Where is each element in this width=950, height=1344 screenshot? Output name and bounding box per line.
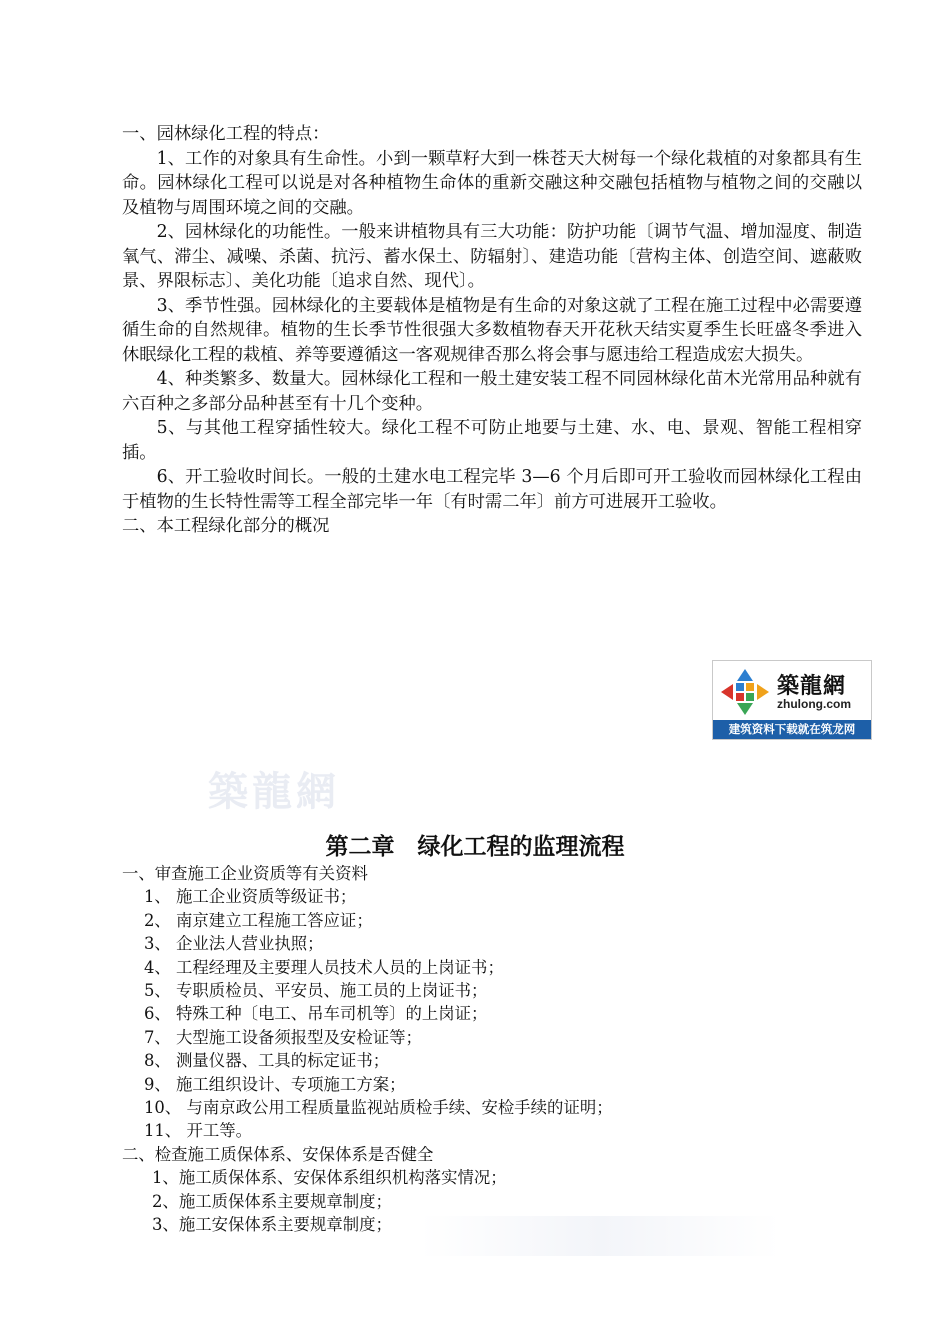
section-heading-overview: 二、本工程绿化部分的概况 bbox=[122, 516, 330, 536]
logo-name: 築龍網 bbox=[777, 673, 847, 699]
list-item: 2、施工质保体系主要规章制度； bbox=[152, 1191, 392, 1211]
section-supervision-process bbox=[122, 862, 862, 1237]
list-item: 11、 开工等。 bbox=[144, 1121, 253, 1141]
section-heading-quality-system: 二、检查施工质保体系、安保体系是否健全 bbox=[122, 1144, 434, 1164]
paragraph-2: 2、园林绿化的功能性。一般来讲植物具有三大功能：防护功能〔调节气温、增加湿度、制造氧气、滞尘、减噪、杀菌、抗污、蓄水保土、防辐射〕、建造功能〔营构主体、创造空间、遮蔽败景、界限标志〕、美化功能〔追求自然、现代〕。 bbox=[122, 222, 862, 291]
section-heading-qualification: 一、审查施工企业资质等有关资料 bbox=[122, 864, 368, 883]
logo-mark-icon bbox=[719, 667, 771, 717]
section-heading-features: 一、园林绿化工程的特点： bbox=[122, 124, 330, 144]
list-item: 9、 施工组织设计、专项施工方案； bbox=[144, 1074, 406, 1094]
faint-watermark-band bbox=[420, 1216, 780, 1256]
list-item: 1、施工质保体系、安保体系组织机构落实情况； bbox=[152, 1168, 507, 1188]
list-item: 1、 施工企业资质等级证书； bbox=[144, 887, 357, 907]
section-landscape-features bbox=[122, 122, 862, 539]
logo-url: zhulong.com bbox=[777, 697, 851, 711]
list-item: 6、 特殊工种〔电工、吊车司机等〕的上岗证； bbox=[144, 1004, 488, 1024]
list-item: 5、 专职质检员、平安员、施工员的上岗证书； bbox=[144, 981, 488, 1001]
logo-tagline: 建筑资料下载就在筑龙网 bbox=[713, 720, 871, 739]
paragraph-5: 5、与其他工程穿插性较大。绿化工程不可防止地要与土建、水、电、景观、智能工程相穿插。 bbox=[122, 418, 862, 463]
chapter-title: 第二章 绿化工程的监理流程 bbox=[325, 833, 625, 860]
list-item: 7、 大型施工设备须报型及安检证等； bbox=[144, 1027, 422, 1047]
list-item: 3、 企业法人营业执照； bbox=[144, 934, 324, 954]
list-item: 8、 测量仪器、工具的标定证书； bbox=[144, 1051, 390, 1071]
zhulong-logo bbox=[712, 660, 872, 740]
list-item: 4、 工程经理及主要理人员技术人员的上岗证书； bbox=[144, 957, 504, 977]
list-item: 2、 南京建立工程施工答应证； bbox=[144, 910, 373, 930]
paragraph-6: 6、开工验收时间长。一般的土建水电工程完毕 3—6 个月后即可开工验收而园林绿化工程由于植物的生长特性需等工程全部完毕一年〔有时需二年〕前方可进展开工验收。 bbox=[122, 467, 862, 512]
list-item: 10、 与南京政公用工程质量监视站质检手续、安检手续的证明； bbox=[144, 1098, 613, 1118]
list-item: 3、施工安保体系主要规章制度； bbox=[152, 1215, 392, 1235]
paragraph-3: 3、季节性强。园林绿化的主要载体是植物是有生命的对象这就了工程在施工过程中必需要遵循生命的自然规律。植物的生长季节性很强大多数植物春天开花秋天结实夏季生长旺盛冬季进入休眠绿化工程的栽植、养等要遵循这一客观规律否那么将会事与愿违给工程造成宏大损失。 bbox=[122, 295, 862, 365]
paragraph-1: 1、工作的对象具有生命性。小到一颗草籽大到一株苍天大树每一个绿化栽植的对象都具有生命。园林绿化工程可以说是对各种植物生命体的重新交融这种交融包括植物与植物之间的交融以及植物与周围环境之间的交融。 bbox=[122, 148, 862, 218]
watermark-text: 築龍網 bbox=[208, 768, 340, 815]
paragraph-4: 4、种类繁多、数量大。园林绿化工程和一般土建安装工程不同园林绿化苗木光常用品种就有六百种之多部分品种甚至有十几个变种。 bbox=[122, 369, 862, 414]
